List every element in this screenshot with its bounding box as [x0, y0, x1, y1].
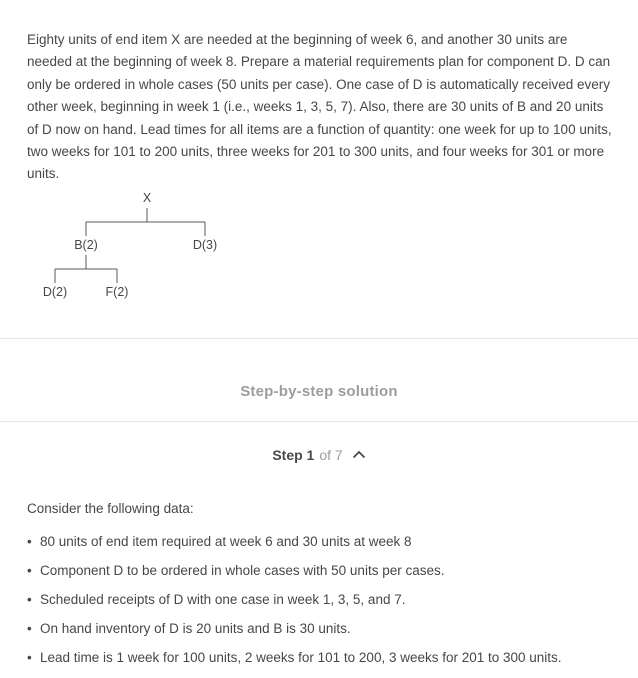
step-intro-text: Consider the following data:: [27, 500, 194, 516]
bullet-text: Scheduled receipts of D with one case in week 1, 3, 5, and 7.: [40, 591, 406, 607]
bullet-text: On hand inventory of D is 20 units and B is 30 units.: [40, 620, 351, 636]
bullet-marker: •: [27, 591, 32, 607]
tree-node-b: B(2): [74, 237, 98, 252]
bullet-marker: •: [27, 533, 32, 549]
solution-title: Step-by-step solution: [240, 382, 398, 400]
bullet-text: 80 units of end item required at week 6 and 30 units at week 8: [40, 533, 412, 549]
bullet-item: [27, 643, 611, 672]
bullet-item: [27, 527, 611, 556]
tree-node-d2: D(2): [42, 284, 68, 299]
bullet-text: Lead time is 1 week for 100 units, 2 weeks for 101 to 200, 3 weeks for 201 to 300 units.: [40, 649, 562, 665]
step-body: [0, 463, 638, 672]
bullet-item: [27, 614, 611, 643]
step-section: [0, 421, 638, 672]
step-number-label: Step 1: [272, 446, 315, 463]
tree-node-x: X: [142, 190, 152, 205]
step-total-label: of 7: [319, 446, 343, 463]
problem-statement: Eighty units of end item X are needed at the beginning of week 6, and another 30 units are needed at the beginning of week 8. Prepare a material requirements plan for component D. D can only be ordered in whole cases (50 units per case). One case of D is automatically received every other week, beginning in week 1 (i.e., weeks 1, 3, 5, 7). Also, there are 30 units of B and 20 units of D now on hand. Lead times for all items are a function of quantity: one week for up to 100 units, two weeks for 101 to 200 units, three weeks for 201 to 300 units, and four weeks for 301 or more units.: [27, 32, 612, 182]
tree-node-d3: D(3): [192, 237, 218, 252]
bullet-marker: •: [27, 649, 32, 665]
bullet-marker: •: [27, 620, 32, 636]
tree-node-f: F(2): [105, 284, 129, 299]
bullet-item: [27, 585, 611, 614]
bullet-text: Component D to be ordered in whole cases with 50 units per cases.: [40, 562, 445, 578]
product-structure-tree: [27, 191, 287, 309]
step-header[interactable]: [0, 422, 638, 463]
solution-title-section: [0, 338, 638, 421]
bullet-item: [27, 556, 611, 585]
bullet-marker: •: [27, 562, 32, 578]
chevron-up-icon[interactable]: [352, 450, 366, 459]
